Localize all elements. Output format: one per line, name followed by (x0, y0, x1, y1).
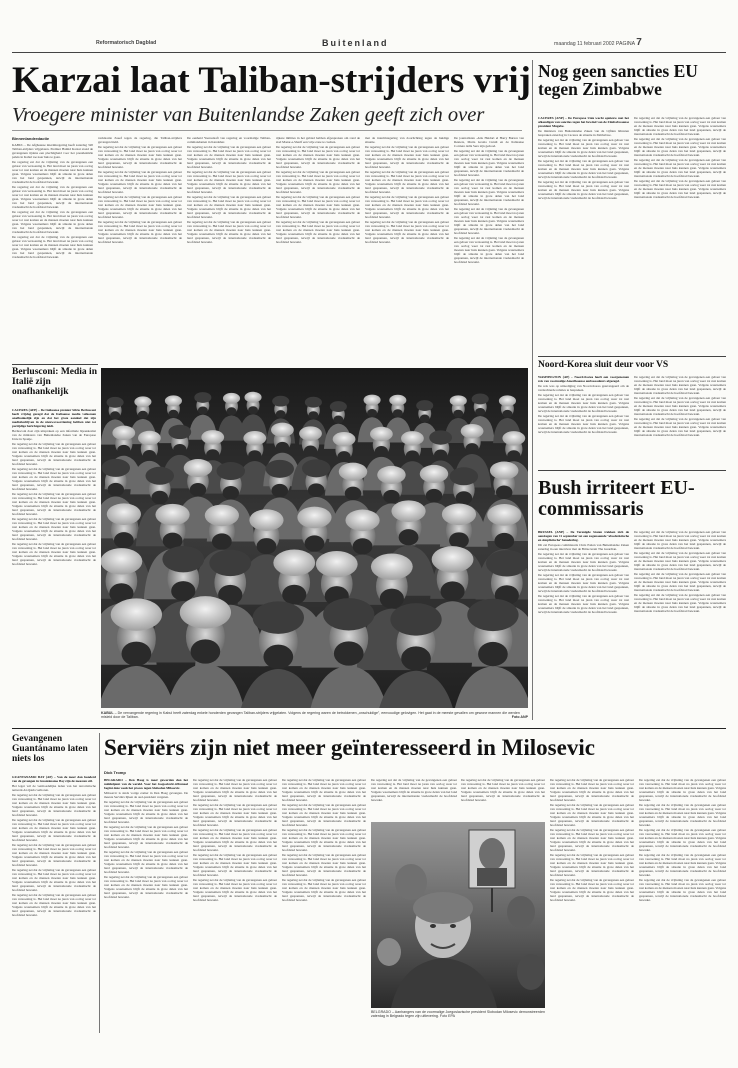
crowd-person-turban (302, 459, 331, 477)
lead-column-5 (365, 136, 449, 362)
milosevic-filler-24: De regering zei dat de vrijlating van de gevangenen een gebaar van verzoening is. Het land moet na jaren van oorlog weer tot rust komen en de mensen moeten naar huis kunnen gaan. Volgens waarnemers blijft de situatie in grote delen van het land gespannen, terwijl de internationale vredesmacht de hoofdstad bewaakt. (639, 828, 726, 852)
lead-col3-intro: De eenheid Yaarsalaaft van regering en voormalige Taliban-commandanten in Kandahar. (187, 136, 271, 144)
guantanamo-filler: De regering zei dat de vrijlating van de gevangenen een gebaar van verzoening is. Het land moet na jaren van oorlog weer tot rust komen en de mensen moeten naar huis kunnen gaan. Volgens waarnemers blijft de situatie in grote delen van het land gespannen, terwijl de internationale vredesmacht de hoofdstad bewaakt. (12, 793, 96, 817)
crowd-person-turban (472, 394, 489, 405)
lead-col4-filler-4: De regering zei dat de vrijlating van de gevangenen een gebaar van verzoening is. Het land moet na jaren van oorlog weer tot rust komen en de mensen moeten naar huis kunnen gaan. Volgens waarnemers blijft de situatie in grote delen van het land gespannen, terwijl de internationale vredesmacht de hoofdstad bewaakt. (276, 220, 360, 244)
lead-col2-intro: verklaarde Zaeef tegen de regering, die Taliban-strijders gevangen hield. (98, 136, 182, 144)
lead-column-4 (276, 136, 360, 362)
crowd-person-turban (401, 431, 424, 445)
lead-col5-intro: met de interimregering van doorlichting tegen de huidige situatie. (365, 136, 449, 144)
crowd-person-beard (475, 408, 485, 416)
bush-filler-5: De regering zei dat de vrijlating van de gevangenen een gebaar van verzoening is. Het land moet na jaren van oorlog weer tot rust komen en de mensen moeten naar huis kunnen gaan. Volgens waarnemers blijft de situatie in grote delen van het land gespannen, terwijl de internationale vredesmacht de hoofdstad bewaakt. (634, 551, 726, 571)
guantanamo-filler-4: De regering zei dat de vrijlating van de gevangenen een gebaar van verzoening is. Het land moet na jaren van oorlog weer tot rust komen en de mensen moeten naar huis kunnen gaan. Volgens waarnemers blijft de situatie in grote delen van het land gespannen, terwijl de internationale vredesmacht de hoofdstad bewaakt. (12, 868, 96, 892)
berlusconi-filler-3: De regering zei dat de vrijlating van de gevangenen een gebaar van verzoening is. Het land moet na jaren van oorlog weer tot rust komen en de mensen moeten naar huis kunnen gaan. Volgens waarnemers blijft de situatie in grote delen van het land gespannen, terwijl de internationale vredesmacht de hoofdstad bewaakt. (12, 492, 96, 516)
lead-col1-intro: KABUL – De Afghaanse interimregering heeft zaterdag 320 Taliban-strijders vrijgelaten. Premier Hamid Karzai stond de gevangenen tijdens een plechtigheid voor het presidentiële paleis in Kabul toe naar huis te gaan. (12, 143, 93, 159)
section-title: Buitenland (322, 38, 389, 48)
crowd-person-turban (209, 550, 251, 576)
crowd-person-beard (110, 411, 120, 419)
crowd-person-turban (391, 500, 425, 522)
noordkorea-rule (538, 470, 726, 471)
lower-section-rule (12, 728, 726, 729)
crowd-person-turban (180, 596, 231, 628)
crowd-person-beard (502, 410, 512, 418)
crowd-person-beard (191, 639, 221, 663)
guantanamo-filler-3: De regering zei dat de vrijlating van de gevangenen een gebaar van verzoening is. Het land moet na jaren van oorlog weer tot rust komen en de mensen moeten naar huis kunnen gaan. Volgens waarnemers blijft de situatie in grote delen van het land gespannen, terwijl de internationale vredesmacht de hoofdstad bewaakt. (12, 843, 96, 867)
milosevic-filler-23: De regering zei dat de vrijlating van de gevangenen een gebaar van verzoening is. Het land moet na jaren van oorlog weer tot rust komen en de mensen moeten naar huis kunnen gaan. Volgens waarnemers blijft de situatie in grote delen van het land gespannen, terwijl de internationale vredesmacht de hoofdstad bewaakt. (639, 803, 726, 827)
lead-col2-filler-4: De regering zei dat de vrijlating van de gevangenen een gebaar van verzoening is. Het land moet na jaren van oorlog weer tot rust komen en de mensen moeten naar huis kunnen gaan. Volgens waarnemers blijft de situatie in grote delen van het land gespannen, terwijl de internationale vredesmacht de hoofdstad bewaakt. (98, 220, 182, 244)
crowd-person-turban (107, 503, 141, 525)
crowd-person-turban (111, 598, 162, 630)
milosevic-filler: De regering zei dat de vrijlating van de gevangenen een gebaar van verzoening is. Het land moet na jaren van oorlog weer tot rust komen en de mensen moeten naar huis kunnen gaan. Volgens waarnemers blijft de situatie in grote delen van het land gespannen, terwijl de internationale vredesmacht de hoofdstad bewaakt. (104, 800, 188, 824)
lead-col5-filler-2: De regering zei dat de vrijlating van de gevangenen een gebaar van verzoening is. Het land moet na jaren van oorlog weer tot rust komen en de mensen moeten naar huis kunnen gaan. Volgens waarnemers blijft de situatie in grote delen van het land gespannen, terwijl de internationale vredesmacht de hoofdstad bewaakt. (365, 170, 449, 194)
milosevic-filler-16: De regering zei dat de vrijlating van de gevangenen een gebaar van verzoening is. Het land moet na jaren van oorlog weer tot rust komen en de mensen moeten naar huis kunnen gaan. Volgens waarnemers blijft de situatie in grote delen van het land gespannen, terwijl de internationale vredesmacht de hoofdstad bewaakt. (461, 778, 545, 802)
noordkorea-filler-5: De regering zei dat de vrijlating van de gevangenen een gebaar van verzoening is. Het land moet na jaren van oorlog weer tot rust komen en de mensen moeten naar huis kunnen gaan. Volgens waarnemers blijft de situatie in grote delen van het land gespannen, terwijl de internationale vredesmacht de hoofdstad bewaakt. (634, 417, 726, 437)
bush-filler-7: De regering zei dat de vrijlating van de gevangenen een gebaar van verzoening is. Het land moet na jaren van oorlog weer tot rust komen en de mensen moeten naar huis kunnen gaan. Volgens waarnemers blijft de situatie in grote delen van het land gespannen, terwijl de internationale vredesmacht de hoofdstad bewaakt. (634, 593, 726, 613)
lead-col4-filler-2: De regering zei dat de vrijlating van de gevangenen een gebaar van verzoening is. Het land moet na jaren van oorlog weer tot rust komen en de mensen moeten naar huis kunnen gaan. Volgens waarnemers blijft de situatie in grote delen van het land gespannen, terwijl de internationale vredesmacht de hoofdstad bewaakt. (276, 170, 360, 194)
milosevic-filler-20: De regering zei dat de vrijlating van de gevangenen een gebaar van verzoening is. Het land moet na jaren van oorlog weer tot rust komen en de mensen moeten naar huis kunnen gaan. Volgens waarnemers blijft de situatie in grote delen van het land gespannen, terwijl de internationale vredesmacht de hoofdstad bewaakt. (550, 853, 634, 877)
zimbabwe-column-1 (538, 116, 629, 356)
crowd-person-turban (467, 599, 518, 631)
crowd-person-turban (194, 392, 211, 403)
crowd-person-beard (456, 491, 473, 505)
crowd-person-turban (102, 459, 131, 477)
sidebar-divider (532, 60, 533, 720)
milosevic-filler-21: De regering zei dat de vrijlating van de gevangenen een gebaar van verzoening is. Het land moet na jaren van oorlog weer tot rust komen en de mensen moeten naar huis kunnen gaan. Volgens waarnemers blijft de situatie in grote delen van het land gespannen, terwijl de internationale vredesmacht de hoofdstad bewaakt. (550, 878, 634, 902)
lead-col3-filler-4: De regering zei dat de vrijlating van de gevangenen een gebaar van verzoening is. Het land moet na jaren van oorlog weer tot rust komen en de mensen moeten naar huis kunnen gaan. Volgens waarnemers blijft de situatie in grote delen van het land gespannen, terwijl de internationale vredesmacht de hoofdstad bewaakt. (187, 220, 271, 244)
lead-col6-filler-4: De regering zei dat de vrijlating van de gevangenen een gebaar van verzoening is. Het land moet na jaren van oorlog weer tot rust komen en de mensen moeten naar huis kunnen gaan. Volgens waarnemers blijft de situatie in grote delen van het land gespannen, terwijl de internationale vredesmacht de hoofdstad bewaakt. (454, 236, 524, 264)
lead-col1-filler-2: De regering zei dat de vrijlating van de gevangenen een gebaar van verzoening is. Het land moet na jaren van oorlog weer tot rust komen en de mensen moeten naar huis kunnen gaan. Volgens waarnemers blijft de situatie in grote delen van het land gespannen, terwijl de internationale vredesmacht de hoofdstad bewaakt. (12, 185, 93, 209)
crowd-person-beard (263, 645, 293, 669)
lead-column-1 (12, 143, 93, 363)
crowd-person-beard (399, 529, 419, 545)
zimbabwe-filler-6: De regering zei dat de vrijlating van de gevangenen een gebaar van verzoening is. Het land moet na jaren van oorlog weer tot rust komen en de mensen moeten naar huis kunnen gaan. Volgens waarnemers blijft de situatie in grote delen van het land gespannen, terwijl de internationale vredesmacht de hoofdstad bewaakt. (634, 158, 726, 178)
crowd-person-beard (168, 410, 178, 418)
crowd-person-turban (244, 392, 261, 403)
lead-byline: Binnenlandredactie (12, 136, 50, 141)
crowd-person-turban (223, 393, 240, 404)
crowd-person-turban (339, 463, 368, 481)
crowd-person-turban (486, 550, 528, 576)
milosevic-column-3 (282, 778, 366, 1033)
photo-credit: Foto ANP (511, 715, 528, 720)
berlusconi-rule (12, 364, 98, 365)
crowd-person-turban (429, 430, 452, 444)
crowd-person-beard (440, 581, 464, 601)
crowd-person-beard (282, 585, 306, 605)
crowd-person-beard (257, 538, 277, 554)
newspaper-name: Reformatorisch Dagblad (96, 40, 157, 46)
noordkorea-filler: De regering zei dat de vrijlating van de gevangenen een gebaar van verzoening is. Het land moet na jaren van oorlog weer tot rust komen en de mensen moeten naar huis kunnen gaan. Volgens waarnemers blijft de situatie in grote delen van het land gespannen, terwijl de internationale vredesmacht de hoofdstad bewaakt. (538, 393, 629, 413)
crowd-person-turban (316, 551, 358, 577)
zimbabwe-filler-7: De regering zei dat de vrijlating van de gevangenen een gebaar van verzoening is. Het land moet na jaren van oorlog weer tot rust komen en de mensen moeten naar huis kunnen gaan. Volgens waarnemers blijft de situatie in grote delen van het land gespannen, terwijl de internationale vredesmacht de hoofdstad bewaakt. (634, 179, 726, 199)
lead-rule (12, 130, 522, 131)
lead-column-6 (454, 136, 524, 362)
crowd-person-beard (353, 538, 373, 554)
crowd-person-turban (371, 553, 413, 579)
lead-col4-filler: De regering zei dat de vrijlating van de gevangenen een gebaar van verzoening is. Het land moet na jaren van oorlog weer tot rust komen en de mensen moeten naar huis kunnen gaan. Volgens waarnemers blijft de situatie in grote delen van het land gespannen, terwijl de internationale vredesmacht de hoofdstad bewaakt. (276, 145, 360, 169)
crowd-person-beard (206, 449, 219, 460)
zimbabwe-filler-3: De regering zei dat de vrijlating van de gevangenen een gebaar van verzoening is. Het land moet na jaren van oorlog weer tot rust komen en de mensen moeten naar huis kunnen gaan. Volgens waarnemers blijft de situatie in grote delen van het land gespannen, terwijl de internationale vredesmacht de hoofdstad bewaakt. (538, 180, 629, 200)
crowd-person-turban (297, 507, 331, 529)
milosevic-filler-6: De regering zei dat de vrijlating van de gevangenen een gebaar van verzoening is. Het land moet na jaren van oorlog weer tot rust komen en de mensen moeten naar huis kunnen gaan. Volgens waarnemers blijft de situatie in grote delen van het land gespannen, terwijl de internationale vredesmacht de hoofdstad bewaakt. (193, 803, 277, 827)
crowd-person-turban (145, 467, 174, 485)
crowd-person-beard (151, 491, 168, 505)
masthead-rule (12, 52, 726, 53)
berlusconi-lead: CACERES (AFP) – De Italiaanse premier Silvio Berlusconi heeft vrijdag gezegd dat de Italiaanse media volkomen onafhankelijk zijn en dat het grote aandeel dat zijn mediabedrijven in de nieuwsvoorziening hebben niet tot partijdige berichtgeving leidt. (12, 408, 96, 428)
crowd-person-beard (212, 533, 232, 549)
crowd-person-beard (223, 486, 240, 500)
crowd-person-beard (248, 450, 261, 461)
crowd-person-beard (190, 483, 207, 497)
crowd-person-turban (370, 427, 393, 441)
crowd-person-turban (168, 425, 191, 439)
crowd-person-turban (253, 601, 304, 633)
zimbabwe-filler-4: De regering zei dat de vrijlating van de gevangenen een gebaar van verzoening is. Het land moet na jaren van oorlog weer tot rust komen en de mensen moeten naar huis kunnen gaan. Volgens waarnemers blijft de situatie in grote delen van het land gespannen, terwijl de internationale vredesmacht de hoofdstad bewaakt. (634, 116, 726, 136)
bush-headline: Bush irriteert EU-commissaris (538, 477, 695, 520)
bush-filler: De regering zei dat de vrijlating van de gevangenen een gebaar van verzoening is. Het land moet na jaren van oorlog weer tot rust komen en de mensen moeten naar huis kunnen gaan. Volgens waarnemers blijft de situatie in grote delen van het land gespannen, terwijl de internationale vredesmacht de hoofdstad bewaakt. (538, 552, 629, 572)
crowd-person-beard (465, 443, 478, 454)
noordkorea-column-2 (634, 375, 726, 467)
lead-column-3 (187, 136, 271, 362)
crowd-person-beard (117, 445, 130, 456)
milosevic-filler-12: De regering zei dat de vrijlating van de gevangenen een gebaar van verzoening is. Het land moet na jaren van oorlog weer tot rust komen en de mensen moeten naar huis kunnen gaan. Volgens waarnemers blijft de situatie in grote delen van het land gespannen, terwijl de internationale vredesmacht de hoofdstad bewaakt. (282, 828, 366, 852)
protest-photo-graphic (371, 822, 545, 1008)
lead-col4-filler-3: De regering zei dat de vrijlating van de gevangenen een gebaar van verzoening is. Het land moet na jaren van oorlog weer tot rust komen en de mensen moeten naar huis kunnen gaan. Volgens waarnemers blijft de situatie in grote delen van het land gespannen, terwijl de internationale vredesmacht de hoofdstad bewaakt. (276, 195, 360, 219)
lead-subheadline: Vroegere minister van Buitenlandse Zaken geeft zich over (12, 104, 485, 126)
lead-col2-filler: De regering zei dat de vrijlating van de gevangenen een gebaar van verzoening is. Het land moet na jaren van oorlog weer tot rust komen en de mensen moeten naar huis kunnen gaan. Volgens waarnemers blijft de situatie in grote delen van het land gespannen, terwijl de internationale vredesmacht de hoofdstad bewaakt. (98, 145, 182, 169)
lead-col6-filler-2: De regering zei dat de vrijlating van de gevangenen een gebaar van verzoening is. Het land moet na jaren van oorlog weer tot rust komen en de mensen moeten naar huis kunnen gaan. Volgens waarnemers blijft de situatie in grote delen van het land gespannen, terwijl de internationale vredesmacht de hoofdstad bewaakt. (454, 178, 524, 206)
milosevic-column-2 (193, 778, 277, 1033)
milosevic-column-6 (550, 778, 634, 1033)
bush-lead: BRUSSEL (ANP) – De Verenigde Staten trekken zich de aanslagen van 11 september tot een zogenaamde ‘absolutistische en simplistische’ benadering. (538, 530, 629, 542)
crowd-person-turban (502, 431, 525, 445)
guantanamo-filler-5: De regering zei dat de vrijlating van de gevangenen een gebaar van verzoening is. Het land moet na jaren van oorlog weer tot rust komen en de mensen moeten naar huis kunnen gaan. Volgens waarnemers blijft de situatie in grote delen van het land gespannen, terwijl de internationale vredesmacht de hoofdstad bewaakt. (12, 893, 96, 917)
crowd-person-turban (265, 460, 294, 478)
crowd-person-beard (108, 483, 125, 497)
crowd-person-beard (114, 532, 134, 548)
crowd-person-turban (389, 395, 406, 406)
crowd-person-beard (393, 409, 403, 417)
zimbabwe-rule (538, 356, 726, 357)
milosevic-filler-8: De regering zei dat de vrijlating van de gevangenen een gebaar van verzoening is. Het land moet na jaren van oorlog weer tot rust komen en de mensen moeten naar huis kunnen gaan. Volgens waarnemers blijft de situatie in grote delen van het land gespannen, terwijl de internationale vredesmacht de hoofdstad bewaakt. (193, 853, 277, 877)
crowd-person-beard (171, 581, 195, 601)
milosevic-filler-7: De regering zei dat de vrijlating van de gevangenen een gebaar van verzoening is. Het land moet na jaren van oorlog weer tot rust komen en de mensen moeten naar huis kunnen gaan. Volgens waarnemers blijft de situatie in grote delen van het land gespannen, terwijl de internationale vredesmacht de hoofdstad bewaakt. (193, 828, 277, 852)
milosevic-filler-19: De regering zei dat de vrijlating van de gevangenen een gebaar van verzoening is. Het land moet na jaren van oorlog weer tot rust komen en de mensen moeten naar huis kunnen gaan. Volgens waarnemers blijft de situatie in grote delen van het land gespannen, terwijl de internationale vredesmacht de hoofdstad bewaakt. (550, 828, 634, 852)
milosevic-byline: Dick Tromp (104, 770, 126, 775)
crowd-person-turban (305, 397, 322, 408)
noordkorea-column-1 (538, 375, 629, 467)
crowd-person-turban (432, 546, 474, 572)
milosevic-filler-2: De regering zei dat de vrijlating van de gevangenen een gebaar van verzoening is. Het land moet na jaren van oorlog weer tot rust komen en de mensen moeten naar huis kunnen gaan. Volgens waarnemers blijft de situatie in grote delen van het land gespannen, terwijl de internationale vredesmacht de hoofdstad bewaakt. (104, 825, 188, 849)
crowd-person-turban (107, 397, 124, 408)
crowd-person-turban (416, 400, 433, 411)
bush-filler-3: De regering zei dat de vrijlating van de gevangenen een gebaar van verzoening is. Het land moet na jaren van oorlog weer tot rust komen en de mensen moeten naar huis kunnen gaan. Volgens waarnemers blijft de situatie in grote delen van het land gespannen, terwijl de internationale vredesmacht de hoofdstad bewaakt. (538, 594, 629, 614)
milosevic-filler-3: De regering zei dat de vrijlating van de gevangenen een gebaar van verzoening is. Het land moet na jaren van oorlog weer tot rust komen en de mensen moeten naar huis kunnen gaan. Volgens waarnemers blijft de situatie in grote delen van het land gespannen, terwijl de internationale vredesmacht de hoofdstad bewaakt. (104, 850, 188, 874)
zimbabwe-filler-5: De regering zei dat de vrijlating van de gevangenen een gebaar van verzoening is. Het land moet na jaren van oorlog weer tot rust komen en de mensen moeten naar huis kunnen gaan. Volgens waarnemers blijft de situatie in grote delen van het land gespannen, terwijl de internationale vredesmacht de hoofdstad bewaakt. (634, 137, 726, 157)
crowd-person-turban (272, 396, 289, 407)
crowd-person-turban (165, 395, 182, 406)
milosevic-filler-22: De regering zei dat de vrijlating van de gevangenen een gebaar van verzoening is. Het land moet na jaren van oorlog weer tot rust komen en de mensen moeten naar huis kunnen gaan. Volgens waarnemers blijft de situatie in grote delen van het land gespannen, terwijl de internationale vredesmacht de hoofdstad bewaakt. (639, 778, 726, 802)
zimbabwe-lead: CACERES (ANP) – De Europese Unie wacht opnieuw met het afkondigen van sancties tegen het bewind van de Zimbabwaanse president Mugabe. (538, 116, 629, 128)
noordkorea-filler-3: De regering zei dat de vrijlating van de gevangenen een gebaar van verzoening is. Het land moet na jaren van oorlog weer tot rust komen en de mensen moeten naar huis kunnen gaan. Volgens waarnemers blijft de situatie in grote delen van het land gespannen, terwijl de internationale vredesmacht de hoofdstad bewaakt. (634, 375, 726, 395)
berlusconi-headline: Berlusconi: Media in Italië zijn onafhankelijk (12, 367, 97, 397)
milosevic-column-4-top (371, 778, 457, 818)
crowd-person-turban (323, 598, 374, 630)
crowd-person-beard (333, 416, 343, 424)
crowd-person-turban (345, 509, 379, 531)
crowd-person-turban (499, 395, 516, 406)
lead-col2-filler-2: De regering zei dat de vrijlating van de gevangenen een gebaar van verzoening is. Het land moet na jaren van oorlog weer tot rust komen en de mensen moeten naar huis kunnen gaan. Volgens waarnemers blijft de situatie in grote delen van het land gespannen, terwijl de internationale vredesmacht de hoofdstad bewaakt. (98, 170, 182, 194)
crowd-person-beard (276, 410, 286, 418)
milosevic-filler-26: De regering zei dat de vrijlating van de gevangenen een gebaar van verzoening is. Het land moet na jaren van oorlog weer tot rust komen en de mensen moeten naar huis kunnen gaan. Volgens waarnemers blijft de situatie in grote delen van het land gespannen, terwijl de internationale vredesmacht de hoofdstad bewaakt. (639, 878, 726, 902)
milosevic-headline: Serviërs zijn niet meer geïnteresseerd in Milosevic (104, 735, 595, 760)
milosevic-filler-14: De regering zei dat de vrijlating van de gevangenen een gebaar van verzoening is. Het land moet na jaren van oorlog weer tot rust komen en de mensen moeten naar huis kunnen gaan. Volgens waarnemers blijft de situatie in grote delen van het land gespannen, terwijl de internationale vredesmacht de hoofdstad bewaakt. (282, 878, 366, 902)
crowd-person-turban (205, 505, 239, 527)
photo-caption-label: KABUL (101, 711, 114, 715)
bush-filler-4: De regering zei dat de vrijlating van de gevangenen een gebaar van verzoening is. Het land moet na jaren van oorlog weer tot rust komen en de mensen moeten naar huis kunnen gaan. Volgens waarnemers blijft de situatie in grote delen van het land gespannen, terwijl de internationale vredesmacht de hoofdstad bewaakt. (634, 530, 726, 550)
crowd-person-turban (162, 546, 204, 572)
lead-col3-filler: De regering zei dat de vrijlating van de gevangenen een gebaar van verzoening is. Het land moet na jaren van oorlog weer tot rust komen en de mensen moeten naar huis kunnen gaan. Volgens waarnemers blijft de situatie in grote delen van het land gespannen, terwijl de internationale vredesmacht de hoofdstad bewaakt. (187, 145, 271, 169)
zimbabwe-filler: De regering zei dat de vrijlating van de gevangenen een gebaar van verzoening is. Het land moet na jaren van oorlog weer tot rust komen en de mensen moeten naar huis kunnen gaan. Volgens waarnemers blijft de situatie in grote delen van het land gespannen, terwijl de internationale vredesmacht de hoofdstad bewaakt. (538, 138, 629, 158)
crowd-person-turban (201, 430, 224, 444)
lead-col5-filler-3: De regering zei dat de vrijlating van de gevangenen een gebaar van verzoening is. Het land moet na jaren van oorlog weer tot rust komen en de mensen moeten naar huis kunnen gaan. Volgens waarnemers blijft de situatie in grote delen van het land gespannen, terwijl de internationale vredesmacht de hoofdstad bewaakt. (365, 195, 449, 219)
date-text: maandag 11 februari 2002 PAGINA (554, 41, 635, 47)
photo-caption-text: – De vervangende regering in Kabul heeft zaterdag enkele honderden gevangen Taliban-strijders vrijgelaten. Volgens de regering waren de betrokkenen „onschuldige”, eenvoudige gelovigen. Het gaat in de meeste gevallen om gewone mannen die werden misleid door de Taliban. (101, 711, 520, 720)
crowd-person-beard (434, 450, 447, 461)
milosevic-filler-9: De regering zei dat de vrijlating van de gevangenen een gebaar van verzoening is. Het land moet na jaren van oorlog weer tot rust komen en de mensen moeten naar huis kunnen gaan. Volgens waarnemers blijft de situatie in grote delen van het land gespannen, terwijl de internationale vredesmacht de hoofdstad bewaakt. (193, 878, 277, 902)
crowd-person-turban (487, 504, 521, 526)
lead-col3-filler-3: De regering zei dat de vrijlating van de gevangenen een gebaar van verzoening is. Het land moet na jaren van oorlog weer tot rust komen en de mensen moeten naar huis kunnen gaan. Volgens waarnemers blijft de situatie in grote delen van het land gespannen, terwijl de internationale vredesmacht de hoofdstad bewaakt. (187, 195, 271, 219)
guantanamo-lead: GUANTANAMO BAY (AP) – Van de meer dan honderd van de gevangen in Guantánamo Bay zijn de meesten stil. (12, 775, 96, 783)
zimbabwe-filler-2: De regering zei dat de vrijlating van de gevangenen een gebaar van verzoening is. Het land moet na jaren van oorlog weer tot rust komen en de mensen moeten naar huis kunnen gaan. Volgens waarnemers blijft de situatie in grote delen van het land gespannen, terwijl de internationale vredesmacht de hoofdstad bewaakt. (538, 159, 629, 179)
noordkorea-lead: WASHINGTON (AP) – Noord-Korea heeft een voorgenomen reis van voormalige Amerikaanse ambassadeurs afgezegd. (538, 375, 629, 383)
crowd-person-turban (377, 466, 406, 484)
berlusconi-filler-5: De regering zei dat de vrijlating van de gevangenen een gebaar van verzoening is. Het land moet na jaren van oorlog weer tot rust komen en de mensen moeten naar huis kunnen gaan. Volgens waarnemers blijft de situatie in grote delen van het land gespannen, terwijl de internationale vredesmacht de hoofdstad bewaakt. (12, 542, 96, 566)
lead-headline: Karzai laat Taliban-strijders vrij (12, 60, 531, 101)
guantanamo-body: Het leger wil de vermoedelijke leden van het terroristische netwerk Al-Qaida verhoren. (12, 784, 96, 792)
crowd-person-beard (406, 450, 419, 461)
crowd-person-turban (390, 603, 441, 635)
crowd-person-beard (453, 410, 463, 418)
milosevic-filler-17: De regering zei dat de vrijlating van de gevangenen een gebaar van verzoening is. Het land moet na jaren van oorlog weer tot rust komen en de mensen moeten naar huis kunnen gaan. Volgens waarnemers blijft de situatie in grote delen van het land gespannen, terwijl de internationale vredesmacht de hoofdstad bewaakt. (550, 778, 634, 802)
crowd-person-beard (198, 406, 208, 414)
lead-col6-filler-3: De regering zei dat de vrijlating van de gevangenen een gebaar van verzoening is. Het land moet na jaren van oorlog weer tot rust komen en de mensen moeten naar huis kunnen gaan. Volgens waarnemers blijft de situatie in grote delen van het land gespannen, terwijl de internationale vredesmacht de hoofdstad bewaakt. (454, 207, 524, 235)
milosevic-lead: BELGRADO – Den Haag is meer geworden dan het middelpunt van de wereld. Voor het Joegoslavië-tribunaal begint deze week het proces tegen Slobodan Milosevic. (104, 778, 188, 790)
zimbabwe-headline: Nog geen sancties EU tegen Zimbabwe (538, 61, 698, 100)
bush-column-1 (538, 530, 629, 716)
lead-column-2 (98, 136, 182, 362)
berlusconi-filler-2: De regering zei dat de vrijlating van de gevangenen een gebaar van verzoening is. Het land moet na jaren van oorlog weer tot rust komen en de mensen moeten naar huis kunnen gaan. Volgens waarnemers blijft de situatie in grote delen van het land gespannen, terwijl de internationale vredesmacht de hoofdstad bewaakt. (12, 467, 96, 491)
lead-col5-filler: De regering zei dat de vrijlating van de gevangenen een gebaar van verzoening is. Het land moet na jaren van oorlog weer tot rust komen en de mensen moeten naar huis kunnen gaan. Volgens waarnemers blijft de situatie in grote delen van het land gespannen, terwijl de internationale vredesmacht de hoofdstad bewaakt. (365, 145, 449, 169)
milosevic-filler-18: De regering zei dat de vrijlating van de gevangenen een gebaar van verzoening is. Het land moet na jaren van oorlog weer tot rust komen en de mensen moeten naar huis kunnen gaan. Volgens waarnemers blijft de situatie in grote delen van het land gespannen, terwijl de internationale vredesmacht de hoofdstad bewaakt. (550, 803, 634, 827)
lead-col2-filler-3: De regering zei dat de vrijlating van de gevangenen een gebaar van verzoening is. Het land moet na jaren van oorlog weer tot rust komen en de mensen moeten naar huis kunnen gaan. Volgens waarnemers blijft de situatie in grote delen van het land gespannen, terwijl de internationale vredesmacht de hoofdstad bewaakt. (98, 195, 182, 219)
crowd-person-beard (334, 641, 364, 665)
crowd-person-turban (420, 465, 449, 483)
crowd-person-beard (308, 411, 318, 419)
crowd-person-turban (273, 550, 315, 576)
crowd-person-beard (248, 406, 258, 414)
crowd-person-beard (494, 533, 514, 549)
lead-col6-filler: De regering zei dat de vrijlating van de gevangenen een gebaar van verzoening is. Het land moet na jaren van oorlog weer tot rust komen en de mensen moeten naar huis kunnen gaan. Volgens waarnemers blijft de situatie in grote delen van het land gespannen, terwijl de internationale vredesmacht de hoofdstad bewaakt. (454, 149, 524, 177)
lead-col4-intro: rijkere milities in het gebied hebben afgesproken om rond de stad Mazar-e-Sharif een vrije zone te creëren. (276, 136, 360, 144)
crowd-person-beard (507, 450, 520, 461)
crowd-person-turban (490, 462, 519, 480)
crowd-person-beard (383, 490, 400, 504)
noordkorea-filler-4: De regering zei dat de vrijlating van de gevangenen een gebaar van verzoening is. Het land moet na jaren van oorlog weer tot rust komen en de mensen moeten naar huis kunnen gaan. Volgens waarnemers blijft de situatie in grote delen van het land gespannen, terwijl de internationale vredesmacht de hoofdstad bewaakt. (634, 396, 726, 416)
crowd-person-beard (271, 484, 288, 498)
berlusconi-column (12, 408, 96, 708)
crowd-person-beard (276, 442, 289, 453)
crowd-person-turban (249, 509, 283, 531)
milosevic-column-5-top (461, 778, 545, 818)
crowd-person-turban (450, 467, 479, 485)
milosevic-photo-caption: BELGRADO – Aanhangers van de voormalige Joegoslavische president Slobodan Milosevic demonstreerden zaterdag in Belgrado tegen zijn uitlevering. Foto EPA (371, 1010, 545, 1019)
noordkorea-filler-2: De regering zei dat de vrijlating van de gevangenen een gebaar van verzoening is. Het land moet na jaren van oorlog weer tot rust komen en de mensen moeten naar huis kunnen gaan. Volgens waarnemers blijft de situatie in grote delen van het land gespannen, terwijl de internationale vredesmacht de hoofdstad bewaakt. (538, 414, 629, 434)
milosevic-body: Milosevic is sinds vorige zomer in Den Haag gevangen. De meeste Serviërs lijken de oud-president vergeten. (104, 791, 188, 799)
milosevic-column-1 (104, 778, 188, 1033)
milosevic-filler-25: De regering zei dat de vrijlating van de gevangenen een gebaar van verzoening is. Het land moet na jaren van oorlog weer tot rust komen en de mensen moeten naar huis kunnen gaan. Volgens waarnemers blijft de situatie in grote delen van het land gespannen, terwijl de internationale vredesmacht de hoofdstad bewaakt. (639, 853, 726, 877)
milosevic-filler-15: De regering zei dat de vrijlating van de gevangenen een gebaar van verzoening is. Het land moet na jaren van oorlog weer tot rust komen en de mensen moeten naar huis kunnen gaan. Volgens waarnemers blijft de situatie in grote delen van het land gespannen, terwijl de internationale vredesmacht de hoofdstad bewaakt. (371, 778, 457, 802)
bush-filler-6: De regering zei dat de vrijlating van de gevangenen een gebaar van verzoening is. Het land moet na jaren van oorlog weer tot rust komen en de mensen moeten naar huis kunnen gaan. Volgens waarnemers blijft de situatie in grote delen van het land gespannen, terwijl de internationale vredesmacht de hoofdstad bewaakt. (634, 572, 726, 592)
crowd-person-beard (401, 646, 431, 670)
guantanamo-divider (99, 733, 100, 1033)
crowd-person-turban (217, 462, 246, 480)
crowd-person-beard (367, 409, 377, 417)
bush-filler-2: De regering zei dat de vrijlating van de gevangenen een gebaar van verzoening is. Het land moet na jaren van oorlog weer tot rust komen en de mensen moeten naar huis kunnen gaan. Volgens waarnemers blijft de situatie in grote delen van het land gespannen, terwijl de internationale vredesmacht de hoofdstad bewaakt. (538, 573, 629, 593)
crowd-person-beard (308, 483, 325, 497)
milosevic-filler-5: De regering zei dat de vrijlating van de gevangenen een gebaar van verzoening is. Het land moet na jaren van oorlog weer tot rust komen en de mensen moeten naar huis kunnen gaan. Volgens waarnemers blijft de situatie in grote delen van het land gespannen, terwijl de internationale vredesmacht de hoofdstad bewaakt. (193, 778, 277, 802)
crowd-person-turban (461, 424, 484, 438)
guantanamo-filler-2: De regering zei dat de vrijlating van de gevangenen een gebaar van verzoening is. Het land moet na jaren van oorlog weer tot rust komen en de mensen moeten naar huis kunnen gaan. Volgens waarnemers blijft de situatie in grote delen van het land gespannen, terwijl de internationale vredesmacht de hoofdstad bewaakt. (12, 818, 96, 842)
crowd-person-beard (337, 451, 350, 462)
crowd-person-beard (305, 535, 325, 551)
crowd-person-turban (450, 395, 467, 406)
crowd-person-beard (122, 642, 152, 666)
milosevic-column-7 (639, 778, 726, 1033)
page-date (554, 37, 642, 48)
taliban-prisoners-photo (101, 368, 528, 708)
crowd-person-turban (112, 426, 135, 440)
zimbabwe-body: De ministers van Buitenlandse Zaken van de vijftien lidstaten bespraken zaterdag in Caceres de situatie in Zimbabwe. (538, 129, 629, 137)
crowd-person-beard (227, 407, 237, 415)
zimbabwe-column-2 (634, 116, 726, 356)
crowd-person-turban (101, 548, 142, 574)
berlusconi-body: Berlusconi doet zijn uitspraken op een informele bijeenkomst van de ministers van Buitenlandse Zaken van de Europese Unie in Spanje. (12, 429, 96, 441)
lead-col3-filler-2: De regering zei dat de vrijlating van de gevangenen een gebaar van verzoening is. Het land moet na jaren van oorlog weer tot rust komen en de mensen moeten naar huis kunnen gaan. Volgens waarnemers blijft de situatie in grote delen van het land gespannen, terwijl de internationale vredesmacht de hoofdstad bewaakt. (187, 170, 271, 194)
crowd-person-turban (442, 504, 476, 526)
crowd-person-beard (173, 444, 186, 455)
lead-col1-filler-4: De regering zei dat de vrijlating van de gevangenen een gebaar van verzoening is. Het land moet na jaren van oorlog weer tot rust komen en de mensen moeten naar huis kunnen gaan. Volgens waarnemers blijft de situatie in grote delen van het land gespannen, terwijl de internationale vredesmacht de hoofdstad bewaakt. (12, 235, 93, 259)
crowd-person-turban (330, 401, 347, 412)
photo-caption (101, 711, 528, 725)
bush-column-2 (634, 530, 726, 716)
crowd-person-beard (449, 532, 469, 548)
crowd-person-turban (243, 431, 266, 445)
milosevic-filler-10: De regering zei dat de vrijlating van de gevangenen een gebaar van verzoening is. Het land moet na jaren van oorlog weer tot rust komen en de mensen moeten naar huis kunnen gaan. Volgens waarnemers blijft de situatie in grote delen van het land gespannen, terwijl de internationale vredesmacht de hoofdstad bewaakt. (282, 778, 366, 802)
crowd-person-turban (134, 396, 151, 407)
crowd-person-turban (184, 459, 213, 477)
milosevic-filler-4: De regering zei dat de vrijlating van de gevangenen een gebaar van verzoening is. Het land moet na jaren van oorlog weer tot rust komen en de mensen moeten naar huis kunnen gaan. Volgens waarnemers blijft de situatie in grote delen van het land gespannen, terwijl de internationale vredesmacht de hoofdstad bewaakt. (104, 875, 188, 899)
crowd-person-turban (138, 431, 161, 445)
milosevic-filler-13: De regering zei dat de vrijlating van de gevangenen een gebaar van verzoening is. Het land moet na jaren van oorlog weer tot rust komen en de mensen moeten naar huis kunnen gaan. Volgens waarnemers blijft de situatie in grote delen van het land gespannen, terwijl de internationale vredesmacht de hoofdstad bewaakt. (282, 853, 366, 877)
noordkorea-headline: Noord-Korea sluit deur voor VS (538, 360, 669, 370)
guantanamo-headline: Gevangenen Guantánamo laten niets los (12, 734, 88, 764)
bush-body: Dit zei Europees commissaris Chris Patten van Buitenlandse Zaken zaterdag in een interview met de Britse krant The Guardian. (538, 543, 629, 551)
crowd-person-beard (143, 450, 156, 461)
milosevic-protest-photo (371, 822, 545, 1008)
lead-col6-intro: De journalisten -Attu Haidari el Harry Burton van Reuters, Maria Grazia Cutuli en de Italiaanse Corriere della Sera zijn gedood. (454, 136, 524, 148)
crowd-person-turban (271, 423, 294, 437)
milosevic-filler-11: De regering zei dat de vrijlating van de gevangenen een gebaar van verzoening is. Het land moet na jaren van oorlog weer tot rust komen en de mensen moeten naar huis kunnen gaan. Volgens waarnemers blijft de situatie in grote delen van het land gespannen, terwijl de internationale vredesmacht de hoofdstad bewaakt. (282, 803, 366, 827)
crowd-person-beard (478, 642, 508, 666)
crowd-person-beard (375, 446, 388, 457)
crowd-person-turban (333, 432, 356, 446)
guantanamo-column (12, 775, 96, 1033)
crowd-person-turban (299, 426, 322, 440)
lead-col1-filler: De regering zei dat de vrijlating van de gevangenen een gebaar van verzoening is. Het land moet na jaren van oorlog weer tot rust komen en de mensen moeten naar huis kunnen gaan. Volgens waarnemers blijft de situatie in grote delen van het land gespannen, terwijl de internationale vredesmacht de hoofdstad bewaakt. (12, 160, 93, 184)
noordkorea-body: De reis was op uitnodiging van Noord-Korea gearrangeerd om de verslechterde relaties te bespreken. (538, 384, 629, 392)
lead-col1-filler-3: De regering zei dat de vrijlating van de gevangenen een gebaar van verzoening is. Het land moet na jaren van oorlog weer tot rust komen en de mensen moeten naar huis kunnen gaan. Volgens waarnemers blijft de situatie in grote delen van het land gespannen, terwijl de internationale vredesmacht de hoofdstad bewaakt. (12, 210, 93, 234)
crowd-person-beard (304, 446, 317, 457)
crowd-person-turban (364, 395, 381, 406)
crowd-photo-graphic (101, 368, 528, 708)
lead-col5-filler-4: De regering zei dat de vrijlating van de gevangenen een gebaar van verzoening is. Het land moet na jaren van oorlog weer tot rust komen en de mensen moeten naar huis kunnen gaan. Volgens waarnemers blijft de situatie in grote delen van het land gespannen, terwijl de internationale vredesmacht de hoofdstad bewaakt. (365, 220, 449, 244)
crowd-person-beard (138, 411, 148, 419)
crowd-person-beard (380, 589, 404, 609)
crowd-person-beard (426, 489, 443, 503)
crowd-person-beard (496, 486, 513, 500)
crowd-person-turban (155, 504, 189, 526)
crowd-person-beard (420, 415, 430, 423)
page-number: 7 (636, 37, 642, 48)
crowd-person-beard (345, 487, 362, 501)
berlusconi-filler-4: De regering zei dat de vrijlating van de gevangenen een gebaar van verzoening is. Het land moet na jaren van oorlog weer tot rust komen en de mensen moeten naar huis kunnen gaan. Volgens waarnemers blijft de situatie in grote delen van het land gespannen, terwijl de internationale vredesmacht de hoofdstad bewaakt. (12, 517, 96, 541)
berlusconi-filler: De regering zei dat de vrijlating van de gevangenen een gebaar van verzoening is. Het land moet na jaren van oorlog weer tot rust komen en de mensen moeten naar huis kunnen gaan. Volgens waarnemers blijft de situatie in grote delen van het land gespannen, terwijl de internationale vredesmacht de hoofdstad bewaakt. (12, 442, 96, 466)
